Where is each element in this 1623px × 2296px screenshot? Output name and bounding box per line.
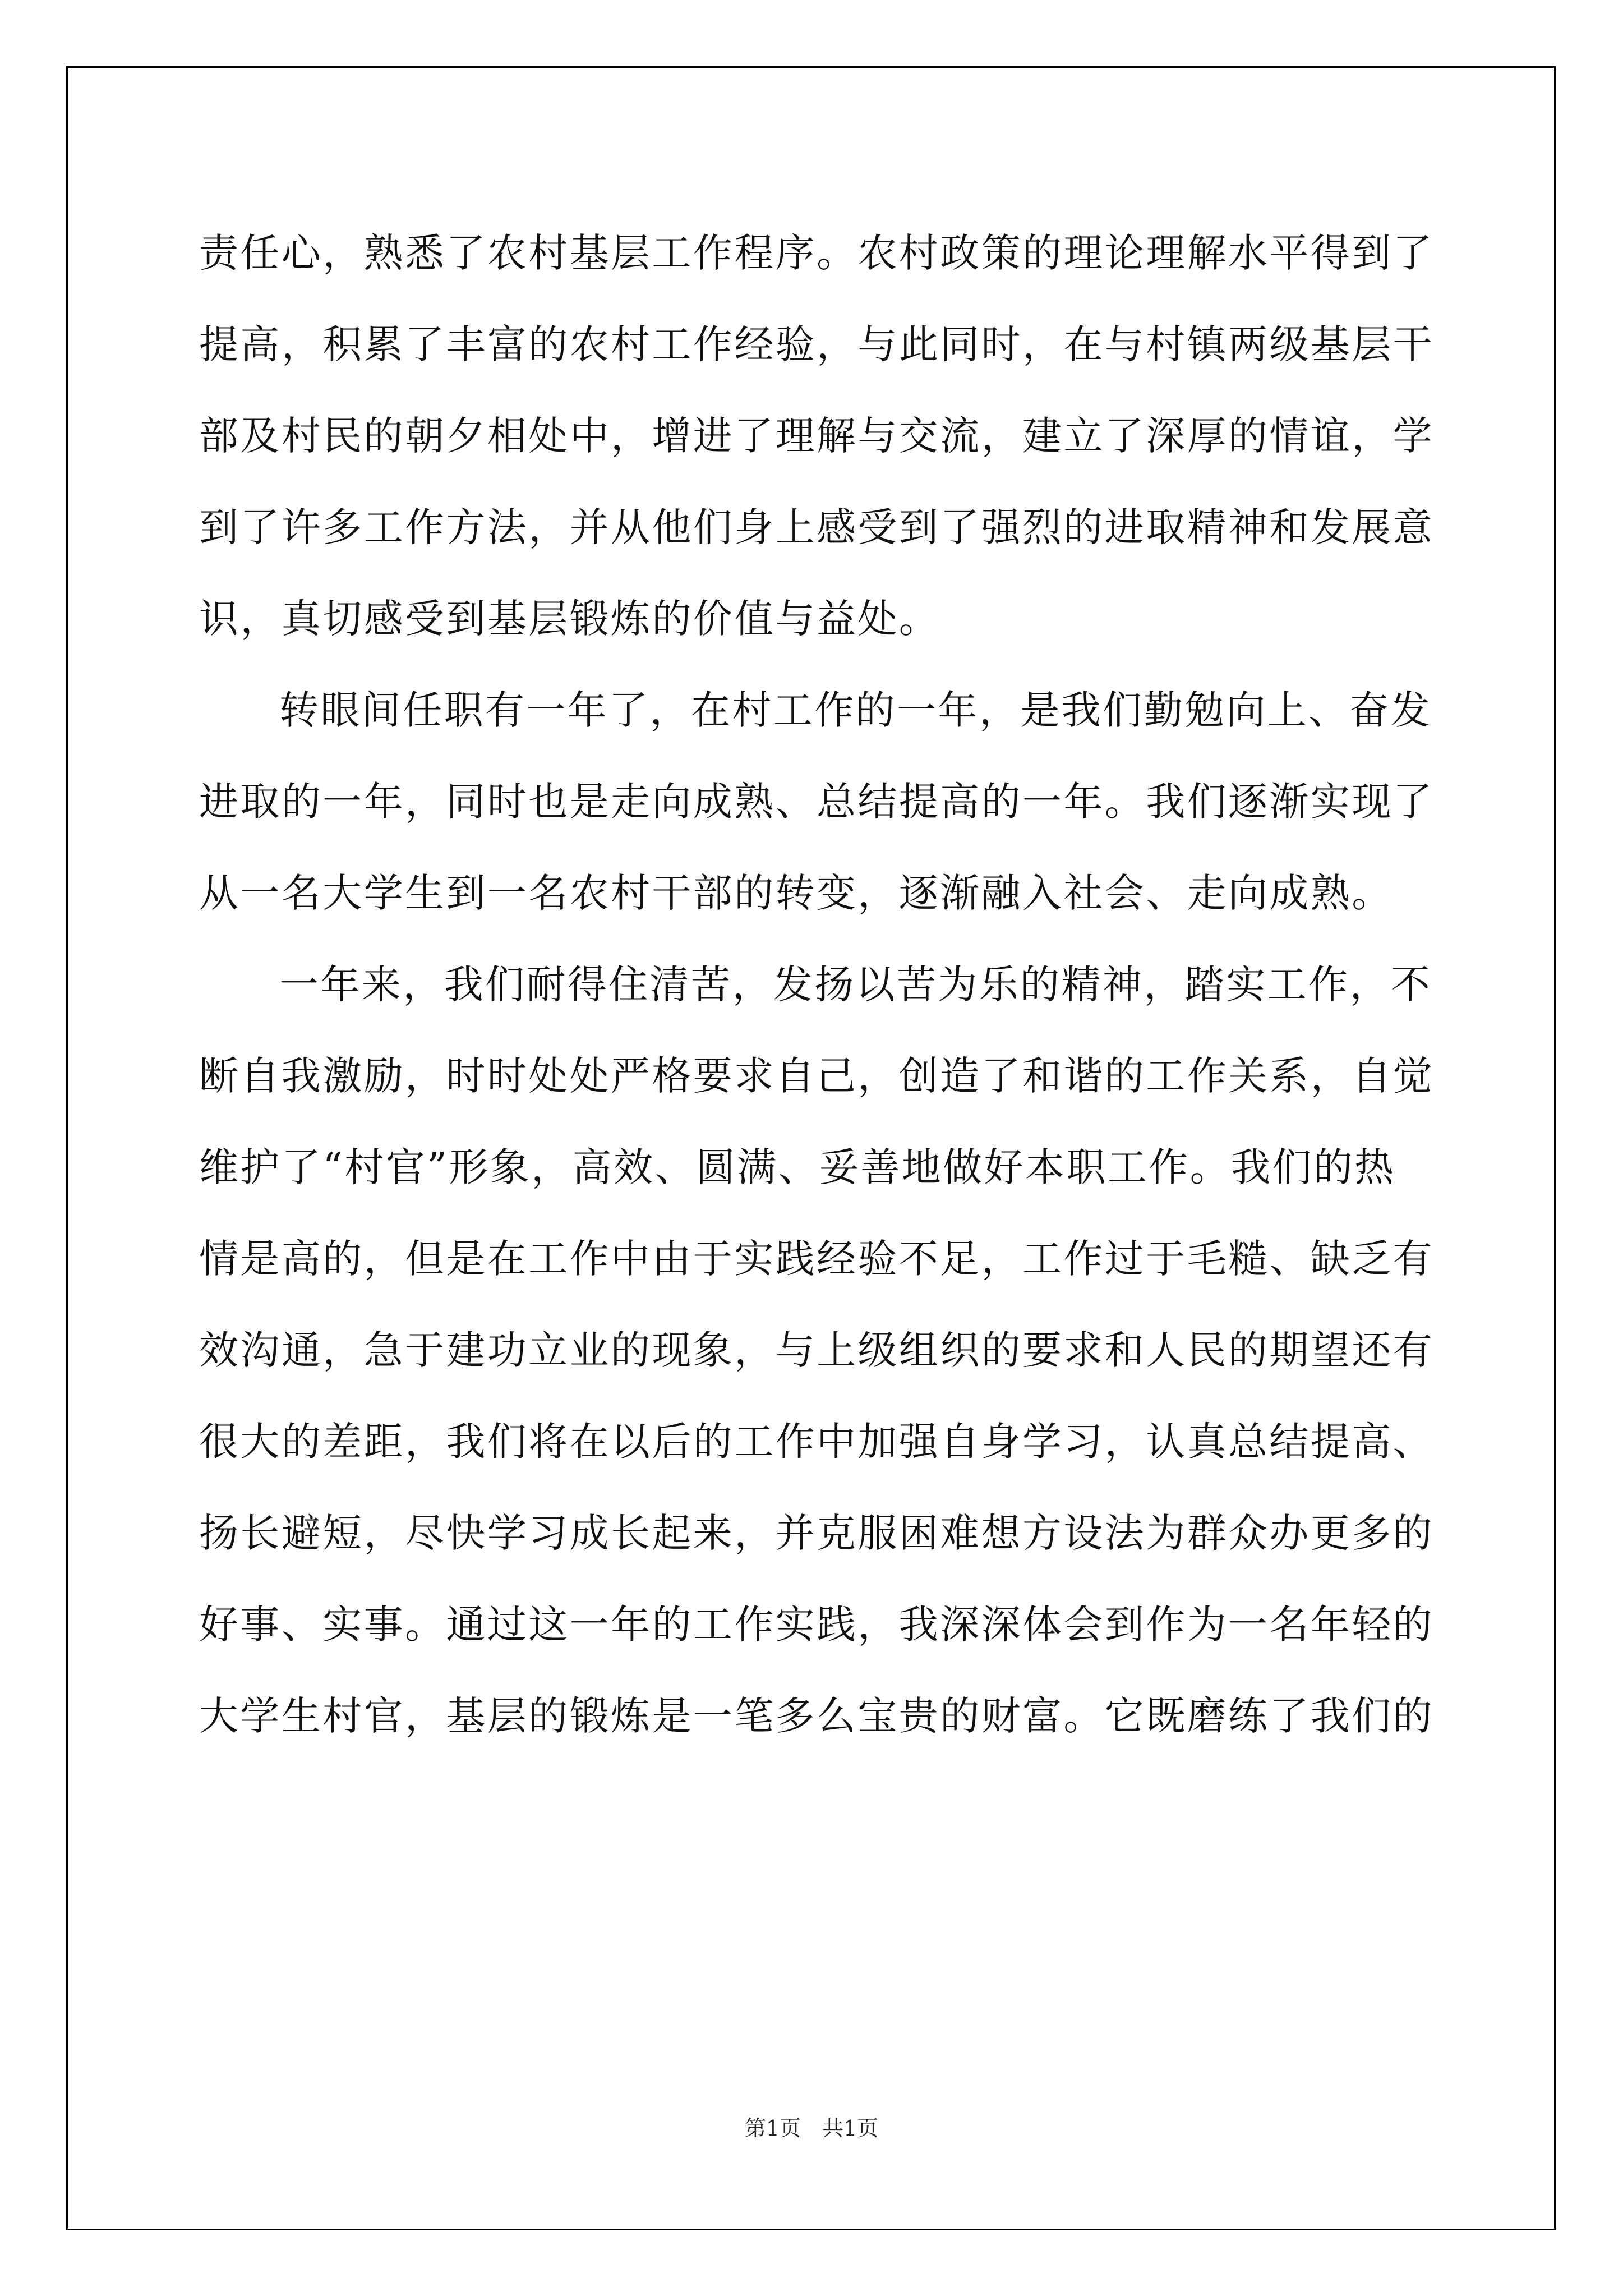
document-body bbox=[199, 208, 1434, 1762]
text-line: 维护了“村官”形象，高效、圆满、妥善地做好本职工作。我们的热 bbox=[199, 1144, 1396, 1190]
text-line: 断自我激励，时时处处严格要求自己，创造了和谐的工作关系，自觉 bbox=[199, 1053, 1434, 1099]
text-line: 好事、实事。通过这一年的工作实践，我深深体会到作为一名年轻的 bbox=[199, 1602, 1434, 1648]
text-line: 进取的一年，同时也是走向成熟、总结提高的一年。我们逐渐实现了 bbox=[199, 779, 1434, 825]
text-line: 效沟通，急于建功立业的现象，与上级组织的要求和人民的期望还有 bbox=[199, 1327, 1434, 1373]
text-line: 情是高的，但是在工作中由于实践经验不足，工作过于毛糙、缺乏有 bbox=[199, 1236, 1434, 1282]
text-line: 从一名大学生到一名农村干部的转变，逐渐融入社会、走向成熟。 bbox=[199, 870, 1393, 916]
page-footer bbox=[0, 2111, 1623, 2142]
text-line: 扬长避短，尽快学习成长起来，并克服困难想方设法为群众办更多的 bbox=[199, 1510, 1434, 1556]
text-line: 责任心，熟悉了农村基层工作程序。农村政策的理论理解水平得到了 bbox=[199, 230, 1434, 276]
text-line: 识，真切感受到基层锻炼的价值与益处。 bbox=[199, 596, 940, 642]
text-line: 提高，积累了丰富的农村工作经验，与此同时，在与村镇两级基层干 bbox=[199, 321, 1434, 367]
text-line: 部及村民的朝夕相处中，增进了理解与交流，建立了深厚的情谊，学 bbox=[199, 413, 1434, 459]
page-number: 第1页 bbox=[744, 2116, 801, 2141]
page-total: 共1页 bbox=[822, 2116, 879, 2141]
text-line: 转眼间任职有一年了，在村工作的一年，是我们勤勉向上、奋发 bbox=[279, 687, 1432, 733]
text-line: 一年来，我们耐得住清苦，发扬以苦为乐的精神，踏实工作，不 bbox=[279, 961, 1432, 1007]
text-line: 到了许多工作方法，并从他们身上感受到了强烈的进取精神和发展意 bbox=[199, 504, 1434, 550]
text-line: 大学生村官，基层的锻炼是一笔多么宝贵的财富。它既磨练了我们的 bbox=[199, 1693, 1434, 1739]
text-line: 很大的差距，我们将在以后的工作中加强自身学习，认真总结提高、 bbox=[199, 1419, 1434, 1465]
